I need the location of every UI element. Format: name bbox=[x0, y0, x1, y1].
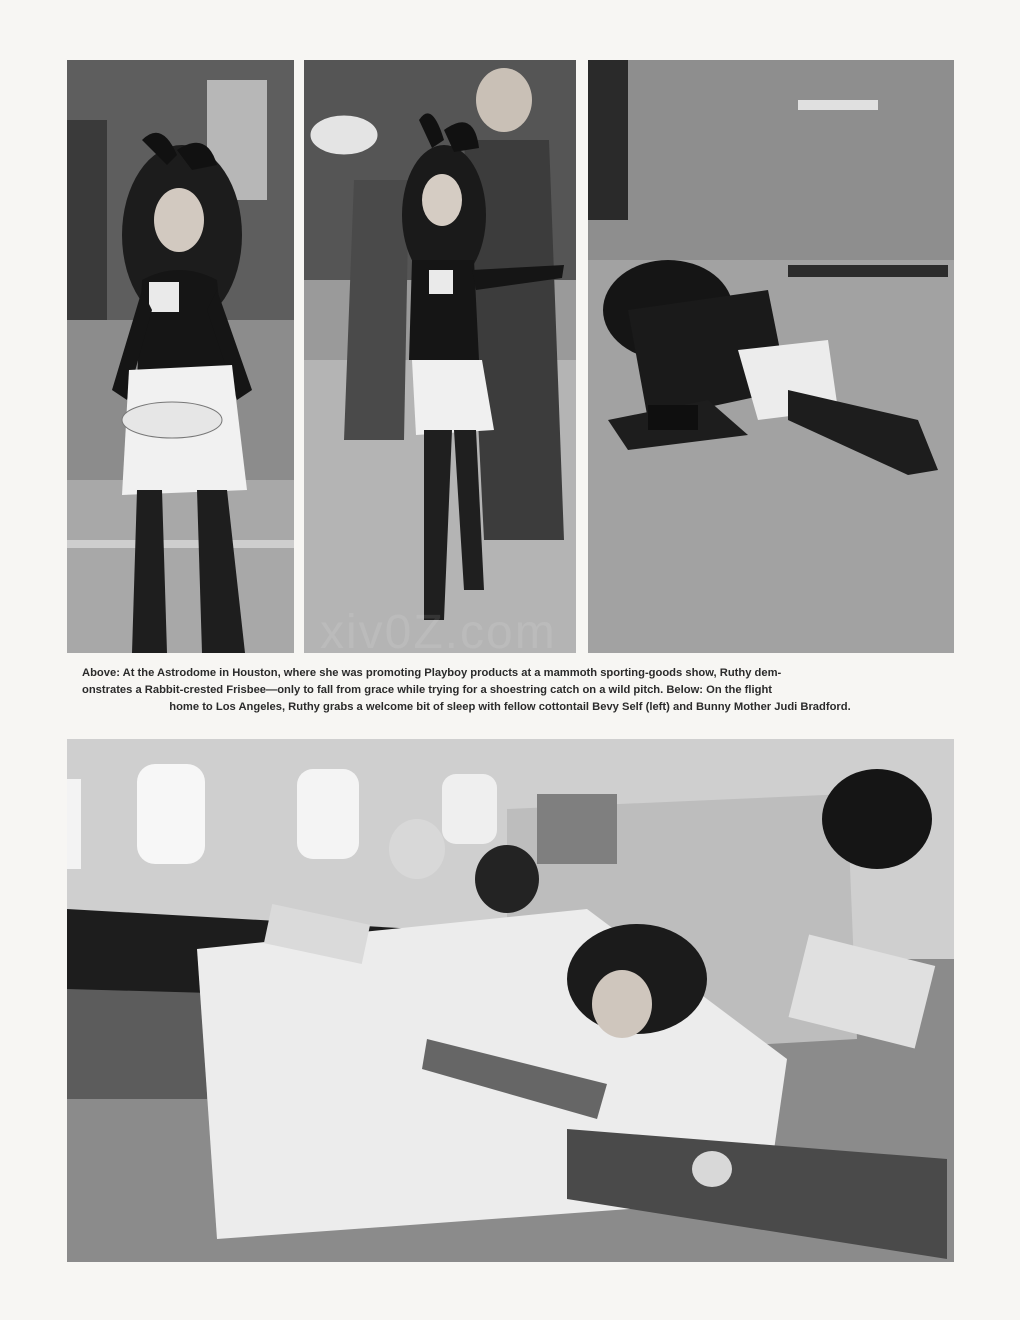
photo-caption bbox=[82, 665, 938, 716]
photo-bunny-throwing-frisbee bbox=[304, 60, 576, 653]
photo-bunny-with-frisbee bbox=[67, 60, 294, 653]
caption-line: Above: At the Astrodome in Houston, where she was promoting Playboy products at a mammoth sporting-goods show, Ruthy dem- bbox=[82, 667, 782, 679]
caption-line: home to Los Angeles, Ruthy grabs a welcome bit of sleep with fellow cottontail Bevy Self (left) and Bunny Mother Judi Bradford. bbox=[169, 701, 851, 713]
caption-line: onstrates a Rabbit-crested Frisbee—only to fall from grace while trying for a shoestring catch on a wild pitch. Below: On the flight bbox=[82, 684, 772, 696]
photo-airplane-cabin-sleeping bbox=[67, 739, 954, 1262]
watermark: xiv0Z.com bbox=[320, 606, 557, 659]
photo-bunny-fallen bbox=[588, 60, 954, 653]
